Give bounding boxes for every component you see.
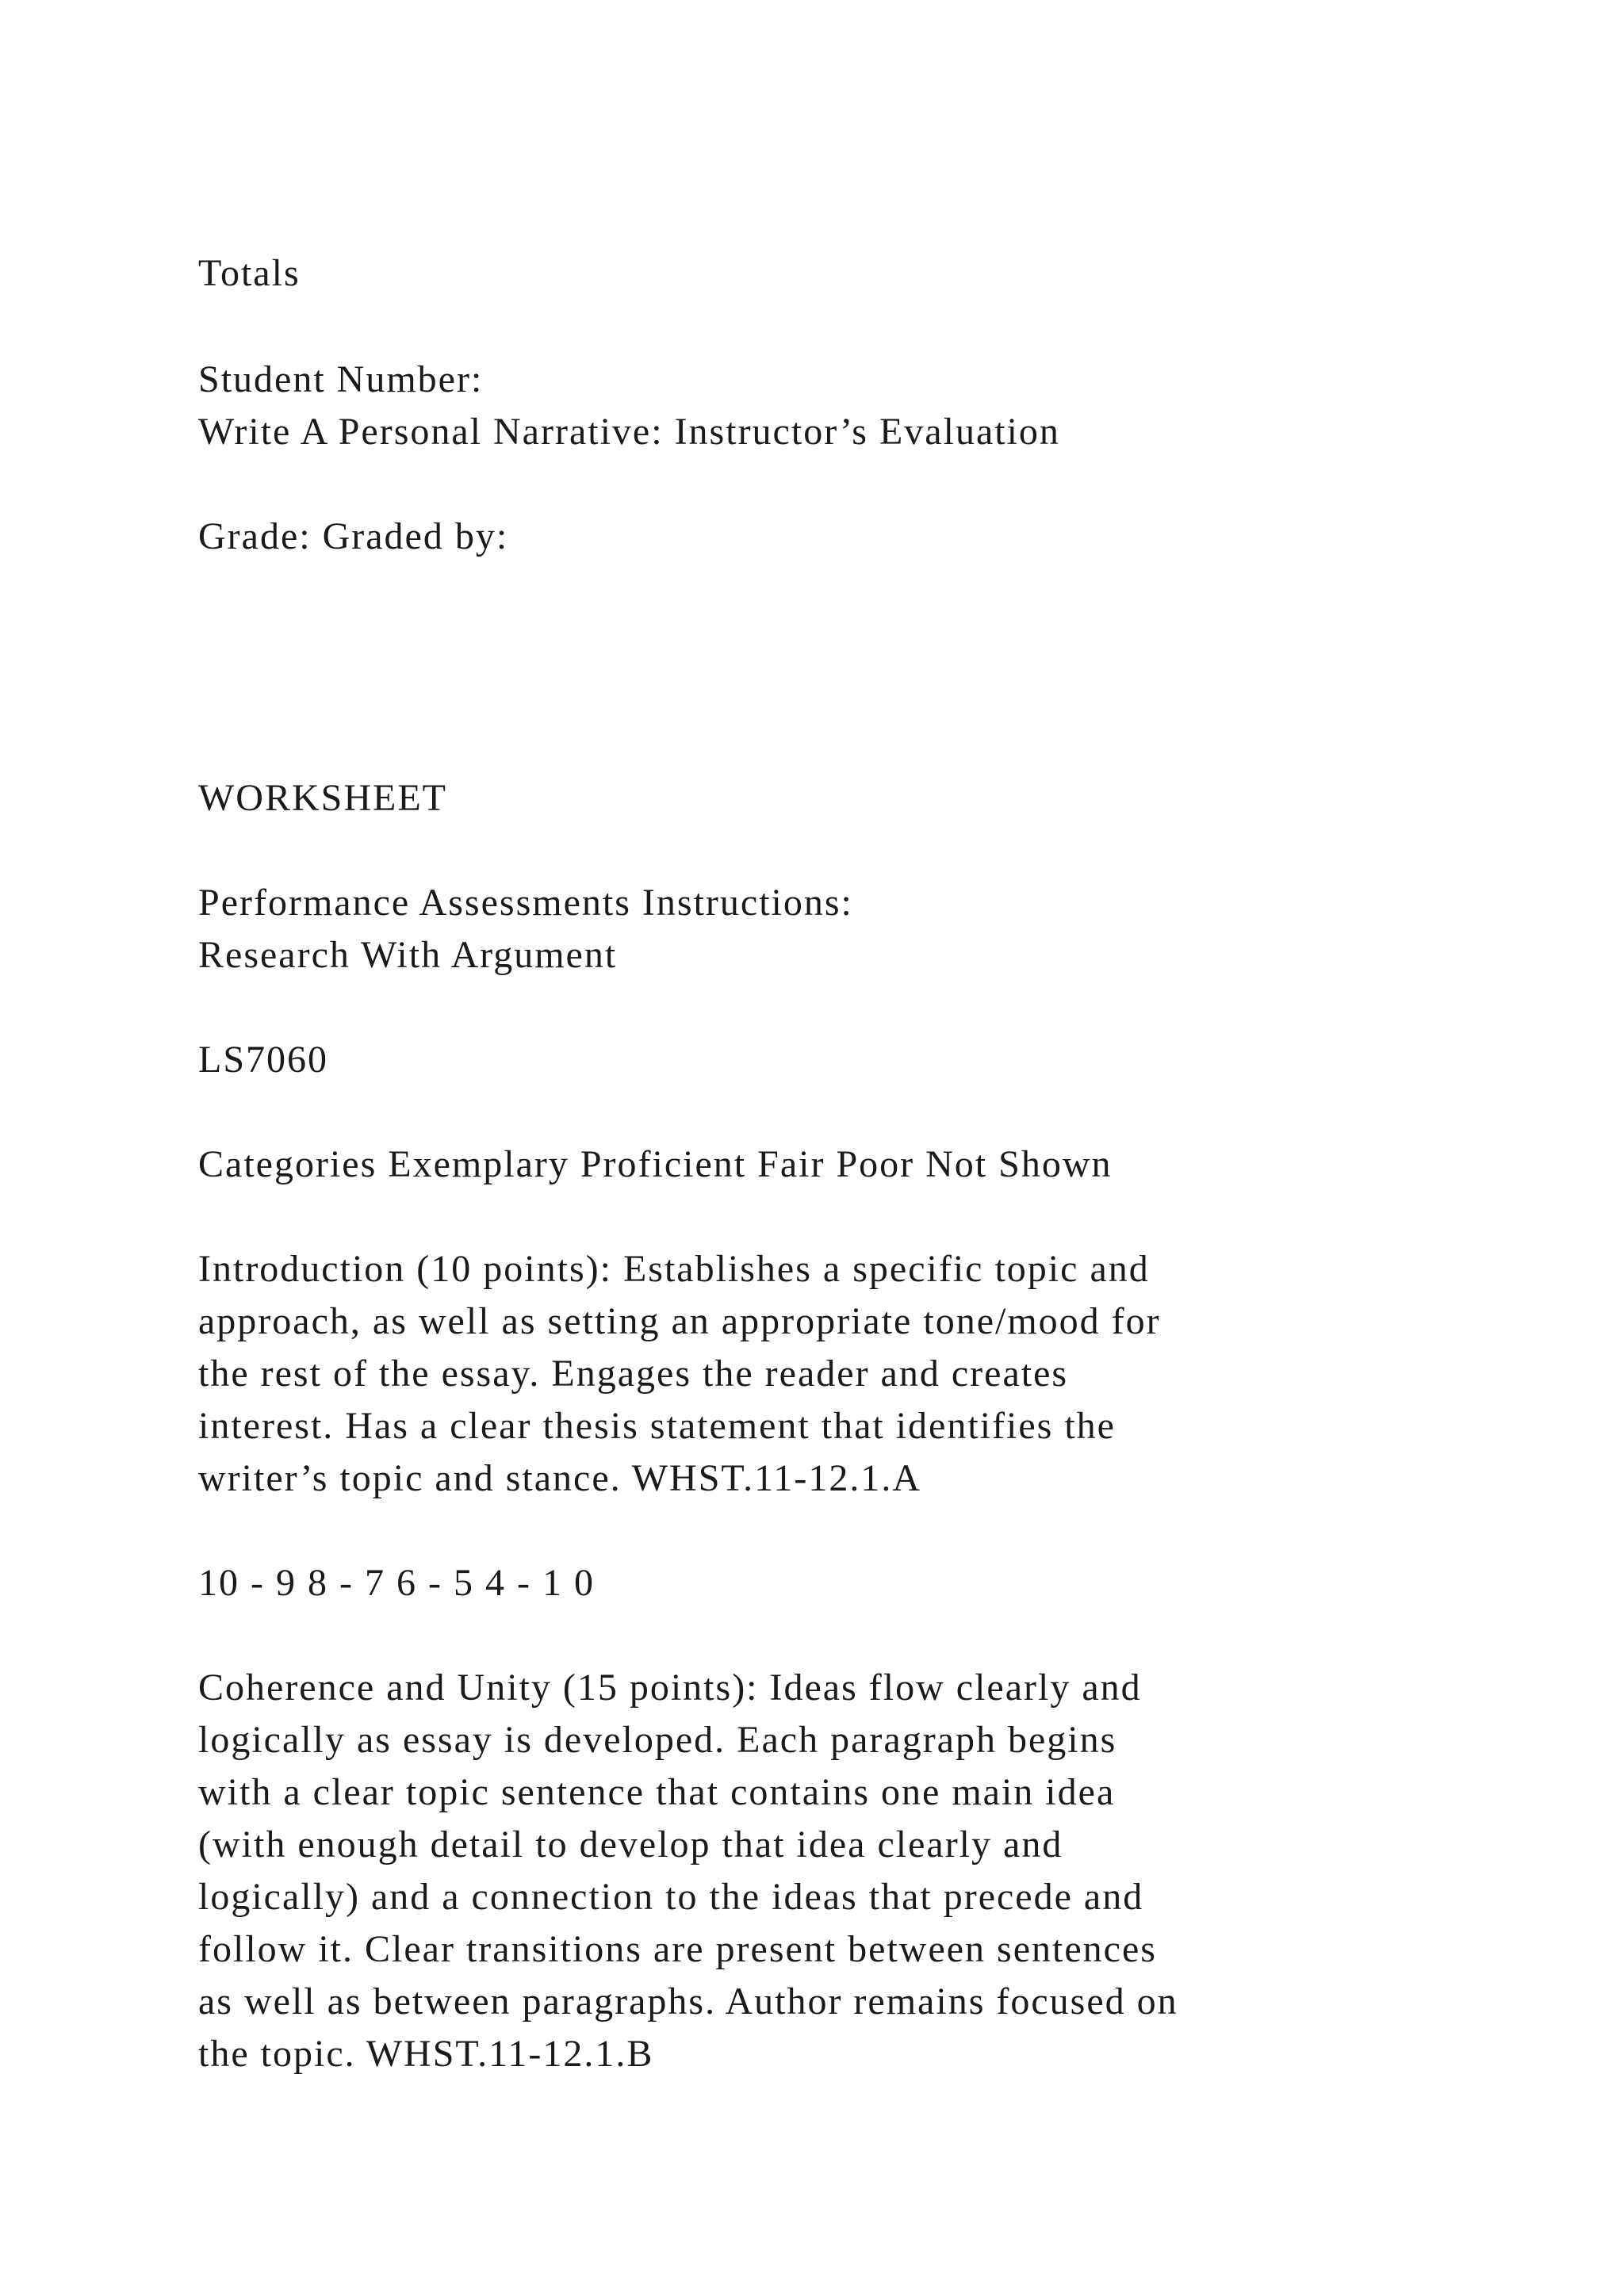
- grade-line: Grade: Graded by:: [198, 515, 509, 557]
- coherence-line: logically as essay is developed. Each paragraph begins: [198, 1719, 1117, 1761]
- introduction-line: interest. Has a clear thesis statement that identifies the: [198, 1405, 1116, 1447]
- introduction-line: approach, as well as setting an appropriate tone/mood for: [198, 1300, 1161, 1342]
- instructions-line-2: Research With Argument: [198, 934, 618, 976]
- coherence-line: as well as between paragraphs. Author remains focused on: [198, 1980, 1178, 2022]
- totals-label: Totals: [198, 252, 301, 294]
- introduction-line: writer’s topic and stance. WHST.11-12.1.A: [198, 1457, 922, 1499]
- introduction-paragraph: [198, 1243, 1388, 1505]
- score-ranges: 10 - 9 8 - 7 6 - 5 4 - 1 0: [198, 1562, 595, 1604]
- worksheet-heading: WORKSHEET: [198, 777, 447, 819]
- coherence-line: Coherence and Unity (15 points): Ideas flow clearly and: [198, 1667, 1142, 1709]
- categories-header: Categories Exemplary Proficient Fair Poor Not Shown: [198, 1143, 1113, 1185]
- coherence-line: follow it. Clear transitions are present between sentences: [198, 1928, 1157, 1970]
- coherence-line: the topic. WHST.11-12.1.B: [198, 2033, 654, 2075]
- coherence-line: (with enough detail to develop that idea clearly and: [198, 1823, 1063, 1866]
- coherence-paragraph: [198, 1662, 1388, 2080]
- instructions-line-1: Performance Assessments Instructions:: [198, 882, 853, 924]
- course-code: LS7060: [198, 1039, 329, 1081]
- coherence-line: logically) and a connection to the ideas that precede and: [198, 1876, 1144, 1918]
- evaluation-title: Write A Personal Narrative: Instructor’s Evaluation: [198, 411, 1060, 453]
- introduction-line: Introduction (10 points): Establishes a specific topic and: [198, 1248, 1150, 1290]
- student-number-label: Student Number:: [198, 358, 484, 400]
- introduction-line: the rest of the essay. Engages the reader and creates: [198, 1353, 1069, 1395]
- coherence-line: with a clear topic sentence that contains one main idea: [198, 1771, 1116, 1813]
